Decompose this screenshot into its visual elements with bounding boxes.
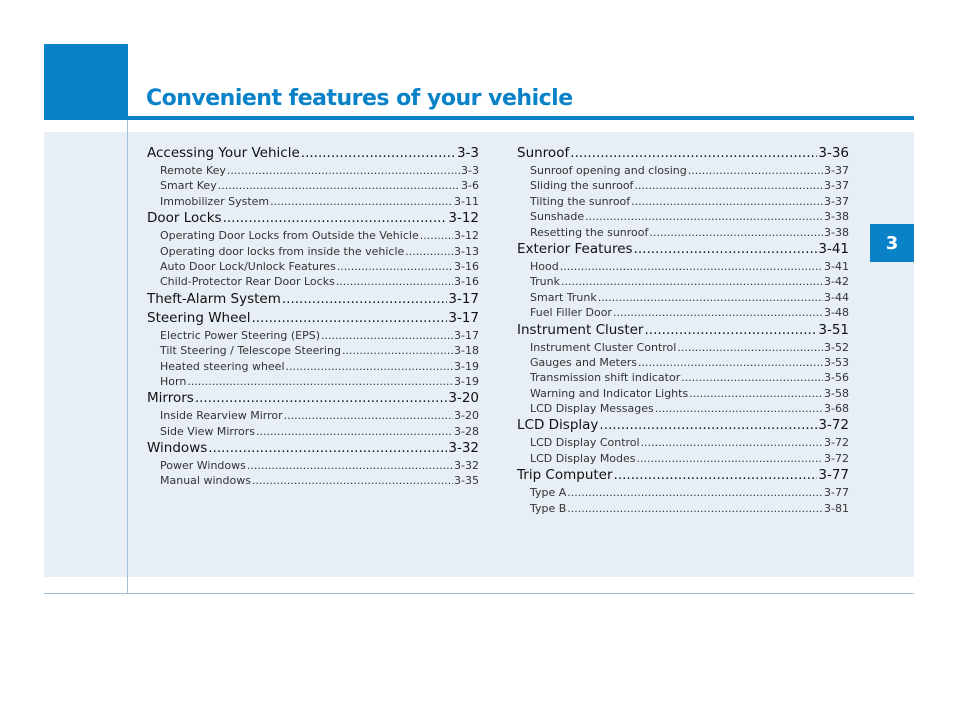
toc-column-left <box>147 145 479 490</box>
toc-section[interactable] <box>147 310 479 329</box>
toc-entry[interactable] <box>517 436 849 451</box>
toc-entry[interactable] <box>147 245 479 260</box>
toc-entry[interactable] <box>517 226 849 241</box>
toc-section[interactable] <box>147 145 479 164</box>
toc-section-page: 3-12 <box>448 210 479 227</box>
toc-leader-dots <box>227 164 460 177</box>
toc-entry-label: Trunk <box>530 275 560 289</box>
toc-entry[interactable] <box>517 291 849 306</box>
toc-leader-dots <box>613 306 823 319</box>
toc-entry[interactable] <box>147 329 479 344</box>
toc-entry-label: Inside Rearview Mirror <box>160 409 283 423</box>
toc-leader-dots <box>337 260 453 273</box>
toc-section-page: 3-51 <box>818 321 849 338</box>
toc-entry[interactable] <box>147 164 479 179</box>
toc-entry-page: 3-13 <box>454 244 479 258</box>
toc-leader-dots <box>585 210 823 223</box>
toc-entry[interactable] <box>517 387 849 402</box>
toc-leader-dots <box>252 474 453 487</box>
toc-entry-page: 3-20 <box>454 409 479 423</box>
toc-entry-label: LCD Display Control <box>530 436 640 450</box>
toc-leader-dots <box>336 275 453 288</box>
toc-section-title: Accessing Your Vehicle <box>147 145 300 161</box>
toc-entry[interactable] <box>147 375 479 390</box>
toc-entry-label: Electric Power Steering (EPS) <box>160 328 321 342</box>
toc-leader-dots <box>256 425 453 438</box>
toc-leader-dots <box>247 459 453 472</box>
toc-leader-dots <box>218 179 460 192</box>
toc-entry[interactable] <box>517 275 849 290</box>
toc-section-page: 3-36 <box>818 145 849 161</box>
toc-entry[interactable] <box>147 474 479 489</box>
toc-section-page: 3-3 <box>456 145 479 161</box>
toc-entry-label: Power Windows <box>160 459 246 473</box>
toc-entry[interactable] <box>517 356 849 371</box>
toc-entry-label: Smart Key <box>160 179 217 193</box>
toc-section-page: 3-17 <box>448 309 479 326</box>
toc-leader-dots <box>644 322 817 338</box>
toc-section[interactable] <box>147 390 479 409</box>
toc-entry-page: 3-37 <box>824 194 849 208</box>
toc-leader-dots <box>637 452 824 465</box>
toc-entry[interactable] <box>147 344 479 359</box>
toc-section-title: Steering Wheel <box>147 309 251 326</box>
toc-leader-dots <box>570 145 817 161</box>
bottom-rule <box>44 593 914 594</box>
toc-entry-label: Side View Mirrors <box>160 424 256 438</box>
toc-entry-page: 3-16 <box>454 259 479 273</box>
toc-section[interactable] <box>517 417 849 436</box>
toc-entry[interactable] <box>147 425 479 440</box>
toc-entry-page: 3-19 <box>454 374 479 388</box>
toc-entry[interactable] <box>517 341 849 356</box>
toc-leader-dots <box>681 371 823 384</box>
toc-entry[interactable] <box>147 260 479 275</box>
toc-entry-page: 3-28 <box>454 424 479 438</box>
toc-entry[interactable] <box>517 195 849 210</box>
toc-entry-page: 3-17 <box>454 328 479 342</box>
toc-leader-dots <box>677 341 823 354</box>
toc-section[interactable] <box>517 467 849 486</box>
toc-section-page: 3-20 <box>448 390 479 407</box>
toc-entry[interactable] <box>517 486 849 501</box>
toc-entry-page: 3-37 <box>824 164 849 177</box>
toc-leader-dots <box>688 164 823 177</box>
toc-section-title: Windows <box>147 440 208 457</box>
toc-entry-page: 3-68 <box>824 402 849 416</box>
toc-entry-label: Resetting the sunroof <box>530 225 649 239</box>
toc-section[interactable] <box>517 145 849 164</box>
toc-entry-label: LCD Display Modes <box>530 451 636 465</box>
toc-entry-page: 3-35 <box>454 474 479 488</box>
toc-leader-dots <box>641 436 823 449</box>
toc-section[interactable] <box>147 291 479 310</box>
toc-entry-label: Sliding the sunroof <box>530 179 634 193</box>
toc-entry[interactable] <box>147 409 479 424</box>
toc-entry-page: 3-53 <box>824 355 849 369</box>
toc-entry[interactable] <box>517 371 849 386</box>
toc-entry-label: Immobilizer System <box>160 194 270 208</box>
toc-leader-dots <box>649 226 823 239</box>
header-side-block <box>44 44 128 120</box>
toc-entry-page: 3-12 <box>454 229 479 243</box>
toc-leader-dots <box>634 241 818 257</box>
toc-leader-dots <box>561 275 823 288</box>
toc-entry-label: Instrument Cluster Control <box>530 340 677 354</box>
toc-entry-page: 3-38 <box>824 210 849 224</box>
toc-leader-dots <box>284 409 453 422</box>
toc-entry[interactable] <box>517 260 849 275</box>
toc-column-right <box>517 145 849 517</box>
toc-entry-label: Auto Door Lock/Unlock Features <box>160 259 336 273</box>
toc-entry-page: 3-58 <box>824 386 849 400</box>
toc-entry[interactable] <box>147 195 479 210</box>
toc-leader-dots <box>301 145 456 161</box>
page-title: Convenient features of your vehicle <box>146 86 573 111</box>
toc-entry-label: Sunroof opening and closing <box>530 164 687 177</box>
toc-section[interactable] <box>517 241 849 260</box>
toc-entry-label: Operating Door Locks from Outside the Vehicle <box>160 229 419 243</box>
toc-section-title: Trip Computer <box>517 467 613 484</box>
toc-section-title: Door Locks <box>147 210 222 227</box>
toc-entry-page: 3-18 <box>454 344 479 358</box>
toc-leader-dots <box>599 417 817 433</box>
toc-section-page: 3-72 <box>818 417 849 434</box>
toc-entry-page: 3-56 <box>824 371 849 385</box>
toc-section-title: Instrument Cluster <box>517 321 644 338</box>
toc-entry-label: Tilting the sunroof <box>530 194 631 208</box>
toc-entry[interactable] <box>517 164 849 179</box>
toc-leader-dots <box>251 310 447 326</box>
toc-entry-page: 3-44 <box>824 290 849 304</box>
toc-section[interactable] <box>517 322 849 341</box>
toc-entry-page: 3-38 <box>824 225 849 239</box>
toc-entry-page: 3-6 <box>461 179 479 193</box>
toc-entry-page: 3-81 <box>824 501 849 515</box>
toc-leader-dots <box>420 229 453 242</box>
toc-leader-dots <box>321 329 453 342</box>
toc-entry[interactable] <box>517 210 849 225</box>
toc-entry-label: LCD Display Messages <box>530 402 654 416</box>
toc-leader-dots <box>208 440 447 456</box>
toc-entry-label: Type A <box>530 486 567 500</box>
title-underline <box>128 116 914 120</box>
toc-entry[interactable] <box>147 179 479 194</box>
chapter-tab[interactable]: 3 <box>870 224 914 262</box>
toc-entry-page: 3-3 <box>461 164 479 177</box>
toc-section-page: 3-17 <box>448 290 479 307</box>
toc-entry-label: Child-Protector Rear Door Locks <box>160 275 335 289</box>
toc-section-page: 3-32 <box>448 440 479 457</box>
left-margin-rule <box>127 120 128 594</box>
toc-leader-dots <box>567 502 823 515</box>
toc-entry-page: 3-19 <box>454 359 479 373</box>
toc-entry[interactable] <box>147 360 479 375</box>
toc-entry-label: Hood <box>530 259 559 273</box>
toc-section[interactable] <box>147 210 479 229</box>
toc-entry-page: 3-77 <box>824 486 849 500</box>
toc-entry-page: 3-48 <box>824 306 849 320</box>
toc-entry-label: Gauges and Meters <box>530 355 637 369</box>
toc-leader-dots <box>195 390 448 406</box>
toc-entry-label: Operating door locks from inside the vehicle <box>160 244 405 258</box>
toc-leader-dots <box>689 387 823 400</box>
toc-leader-dots <box>614 467 818 483</box>
toc-entry[interactable] <box>147 459 479 474</box>
toc-leader-dots <box>405 245 453 258</box>
toc-entry-label: Manual windows <box>160 474 251 488</box>
toc-entry-page: 3-11 <box>454 194 479 208</box>
toc-entry-label: Horn <box>160 374 187 388</box>
toc-entry[interactable] <box>147 229 479 244</box>
toc-entry-label: Tilt Steering / Telescope Steering <box>160 344 341 358</box>
toc-leader-dots <box>282 291 448 307</box>
toc-entry-page: 3-72 <box>824 436 849 450</box>
toc-entry-page: 3-16 <box>454 275 479 289</box>
toc-entry-label: Transmission shift indicator <box>530 371 681 385</box>
toc-entry-page: 3-72 <box>824 451 849 465</box>
toc-leader-dots <box>223 210 448 226</box>
toc-section-title: Mirrors <box>147 390 194 407</box>
toc-entry[interactable] <box>147 275 479 290</box>
toc-leader-dots <box>270 195 453 208</box>
toc-leader-dots <box>634 179 823 192</box>
toc-leader-dots <box>655 402 823 415</box>
toc-section-page: 3-77 <box>818 467 849 484</box>
toc-entry-label: Sunshade <box>530 210 585 224</box>
toc-entry[interactable] <box>517 502 849 517</box>
toc-section-title: LCD Display <box>517 417 599 434</box>
toc-entry-label: Heated steering wheel <box>160 359 285 373</box>
toc-entry-page: 3-41 <box>824 259 849 273</box>
toc-leader-dots <box>631 195 823 208</box>
toc-leader-dots <box>567 486 823 499</box>
toc-section-title: Theft-Alarm System <box>147 290 281 307</box>
toc-entry-label: Warning and Indicator Lights <box>530 386 689 400</box>
toc-entry-page: 3-52 <box>824 340 849 354</box>
toc-entry-label: Smart Trunk <box>530 290 597 304</box>
toc-section[interactable] <box>147 440 479 459</box>
toc-leader-dots <box>342 344 453 357</box>
toc-section-title: Sunroof <box>517 145 570 161</box>
toc-entry-page: 3-42 <box>824 275 849 289</box>
toc-entry-page: 3-37 <box>824 179 849 193</box>
toc-leader-dots <box>638 356 823 369</box>
toc-entry-label: Fuel Filler Door <box>530 306 612 320</box>
toc-entry[interactable] <box>517 179 849 194</box>
toc-leader-dots <box>187 375 453 388</box>
toc-entry-page: 3-32 <box>454 459 479 473</box>
toc-leader-dots <box>560 260 823 273</box>
toc-section-title: Exterior Features <box>517 240 633 257</box>
toc-section-page: 3-41 <box>818 240 849 257</box>
toc-entry-label: Remote Key <box>160 164 226 177</box>
toc-entry[interactable] <box>517 402 849 417</box>
toc-leader-dots <box>598 291 823 304</box>
toc-leader-dots <box>286 360 454 373</box>
toc-entry[interactable] <box>517 306 849 321</box>
toc-entry-label: Type B <box>530 501 567 515</box>
toc-entry[interactable] <box>517 452 849 467</box>
